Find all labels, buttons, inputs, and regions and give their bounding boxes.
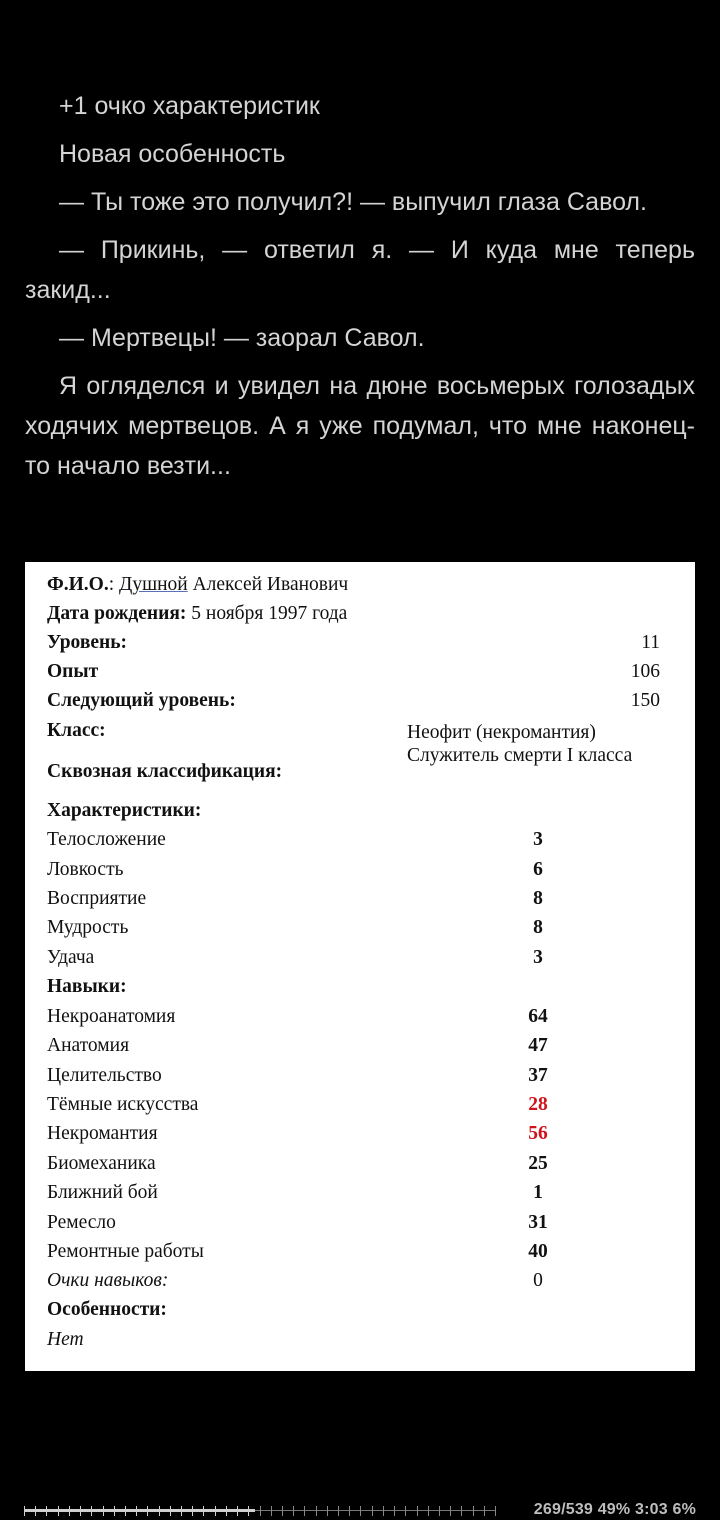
progress-tick bbox=[428, 1506, 429, 1516]
progress-tick bbox=[260, 1506, 261, 1516]
stat-value: 3 bbox=[533, 947, 543, 968]
skill-value: 40 bbox=[528, 1241, 548, 1262]
progress-tick bbox=[461, 1506, 462, 1516]
progress-tick bbox=[495, 1506, 496, 1516]
skill-value: 31 bbox=[528, 1212, 548, 1233]
progress-tick bbox=[170, 1506, 171, 1516]
stat-name: Ловкость bbox=[47, 859, 124, 880]
progress-tick bbox=[372, 1506, 373, 1516]
cross-class-row bbox=[47, 743, 660, 797]
progress-tick bbox=[147, 1506, 148, 1516]
fio-surname: Душной bbox=[119, 574, 188, 595]
skill-name: Ремонтные работы bbox=[47, 1241, 204, 1262]
skill-row bbox=[47, 1208, 660, 1237]
skill-name: Биомеханика bbox=[47, 1153, 156, 1174]
stat-name: Удача bbox=[47, 947, 95, 968]
skill-value: 37 bbox=[528, 1065, 548, 1086]
stat-name: Восприятие bbox=[47, 888, 147, 909]
progress-tick bbox=[349, 1506, 350, 1516]
stat-value: 3 bbox=[533, 829, 543, 850]
progress-tick bbox=[35, 1506, 36, 1516]
features-value: Нет bbox=[47, 1329, 84, 1350]
paragraph: Я огляделся и увидел на дюне восьмерых голозадых ходячих мертвецов. А я уже подумал, что мне наконец-то начало везти... bbox=[25, 372, 695, 480]
progress-tick bbox=[282, 1506, 283, 1516]
skill-value-highlighted: 56 bbox=[528, 1123, 548, 1144]
page-counter: 269/539 bbox=[533, 1501, 594, 1518]
fio-colon: : bbox=[108, 574, 120, 595]
class-value: Неофит (некромантия) bbox=[407, 722, 596, 743]
stat-value: 6 bbox=[533, 859, 543, 880]
stats-header: Характеристики: bbox=[47, 800, 202, 821]
paragraph: — Прикинь, — ответил я. — И куда мне теперь закид... bbox=[25, 236, 695, 304]
progress-tick bbox=[226, 1506, 227, 1516]
cross-class-value: Служитель смерти I класса bbox=[407, 745, 633, 766]
progress-tick bbox=[58, 1506, 59, 1516]
skill-points-value: 0 bbox=[533, 1270, 543, 1291]
skill-points-label: Очки навыков: bbox=[47, 1270, 169, 1291]
progress-tick bbox=[69, 1506, 70, 1516]
paragraph: Новая особенность bbox=[59, 140, 286, 168]
skill-value-highlighted: 28 bbox=[528, 1094, 548, 1115]
dob-row bbox=[47, 599, 660, 628]
progress-tick bbox=[293, 1506, 294, 1516]
features-row bbox=[47, 1325, 660, 1354]
progress-tick bbox=[304, 1506, 305, 1516]
stat-value: 8 bbox=[533, 917, 543, 938]
progress-tick bbox=[215, 1506, 216, 1516]
level-row bbox=[47, 628, 660, 657]
progress-tick bbox=[316, 1506, 317, 1516]
skill-row bbox=[47, 1002, 660, 1031]
progress-tick bbox=[80, 1506, 81, 1516]
character-sheet-image bbox=[25, 562, 695, 1371]
progress-tick bbox=[327, 1506, 328, 1516]
next-level-value: 150 bbox=[630, 690, 660, 711]
stat-name: Телосложение bbox=[47, 829, 166, 850]
stat-row bbox=[47, 943, 660, 972]
skill-value: 47 bbox=[528, 1035, 548, 1056]
progress-tick bbox=[125, 1506, 126, 1516]
progress-tick bbox=[237, 1506, 238, 1516]
progress-tick bbox=[159, 1506, 160, 1516]
progress-tick bbox=[181, 1506, 182, 1516]
progress-tick bbox=[338, 1506, 339, 1516]
skill-row bbox=[47, 1031, 660, 1060]
skill-value: 64 bbox=[528, 1006, 548, 1027]
reader-text bbox=[25, 86, 695, 494]
progress-tick bbox=[114, 1506, 115, 1516]
skill-value: 25 bbox=[528, 1153, 548, 1174]
progress-tick bbox=[46, 1506, 47, 1516]
exp-label: Опыт bbox=[47, 661, 99, 682]
stat-name: Мудрость bbox=[47, 917, 129, 938]
dob-value: 5 ноября 1997 года bbox=[186, 603, 348, 624]
battery-level: 6% bbox=[672, 1501, 696, 1518]
progress-tick bbox=[405, 1506, 406, 1516]
skill-row bbox=[47, 1119, 660, 1148]
progress-tick bbox=[417, 1506, 418, 1516]
progress-tick bbox=[484, 1506, 485, 1516]
status-text bbox=[534, 1501, 696, 1519]
stat-row bbox=[47, 884, 660, 913]
skill-name: Тёмные искусства bbox=[47, 1094, 199, 1115]
features-header: Особенности: bbox=[47, 1299, 167, 1320]
progress-tick bbox=[271, 1506, 272, 1516]
progress-tick bbox=[383, 1506, 384, 1516]
dob-label: Дата рождения: bbox=[47, 603, 187, 624]
skill-row bbox=[47, 1149, 660, 1178]
progress-tick bbox=[136, 1506, 137, 1516]
progress-tick bbox=[360, 1506, 361, 1516]
paragraph: +1 очко характеристик bbox=[59, 92, 320, 120]
skill-row bbox=[47, 1237, 660, 1266]
fio-rest: Алексей Иванович bbox=[187, 574, 349, 595]
skill-name: Ближний бой bbox=[47, 1182, 158, 1203]
read-percent: 49% bbox=[597, 1501, 631, 1518]
progress-tick bbox=[24, 1506, 25, 1516]
next-level-label: Следующий уровень: bbox=[47, 690, 236, 711]
reading-progress-bar[interactable] bbox=[24, 1506, 496, 1516]
class-row bbox=[47, 716, 660, 745]
exp-row bbox=[47, 657, 660, 686]
paragraph: — Ты тоже это получил?! — выпучил глаза Савол. bbox=[59, 188, 647, 216]
skill-row bbox=[47, 1178, 660, 1207]
progress-tick bbox=[394, 1506, 395, 1516]
skill-value: 1 bbox=[533, 1182, 543, 1203]
progress-tick bbox=[203, 1506, 204, 1516]
stat-row bbox=[47, 825, 660, 854]
progress-tick bbox=[439, 1506, 440, 1516]
stat-row bbox=[47, 855, 660, 884]
fio-label: Ф.И.О. bbox=[47, 574, 109, 595]
level-value: 11 bbox=[641, 632, 660, 653]
cross-class-label: Сквозная классификация: bbox=[47, 761, 283, 782]
paragraph: — Мертвецы! — заорал Савол. bbox=[59, 324, 425, 352]
progress-tick bbox=[192, 1506, 193, 1516]
reader-status-bar bbox=[0, 1500, 720, 1520]
progress-tick bbox=[450, 1506, 451, 1516]
progress-tick bbox=[473, 1506, 474, 1516]
skill-name: Анатомия bbox=[47, 1035, 130, 1056]
skill-name: Некромантия bbox=[47, 1123, 158, 1144]
skill-name: Ремесло bbox=[47, 1212, 116, 1233]
exp-value: 106 bbox=[630, 661, 660, 682]
progress-tick bbox=[103, 1506, 104, 1516]
progress-tick bbox=[248, 1506, 249, 1516]
skill-name: Некроанатомия bbox=[47, 1006, 176, 1027]
skills-header: Навыки: bbox=[47, 976, 127, 997]
clock: 3:03 bbox=[634, 1501, 668, 1518]
progress-tick bbox=[91, 1506, 92, 1516]
skill-row bbox=[47, 1061, 660, 1090]
skill-row bbox=[47, 1090, 660, 1119]
stat-row bbox=[47, 913, 660, 942]
fio-row bbox=[47, 570, 660, 599]
skill-name: Целительство bbox=[47, 1065, 162, 1086]
stat-value: 8 bbox=[533, 888, 543, 909]
skill-points-row bbox=[47, 1266, 660, 1295]
class-label: Класс: bbox=[47, 720, 106, 741]
level-label: Уровень: bbox=[47, 632, 128, 653]
next-level-row bbox=[47, 686, 660, 715]
